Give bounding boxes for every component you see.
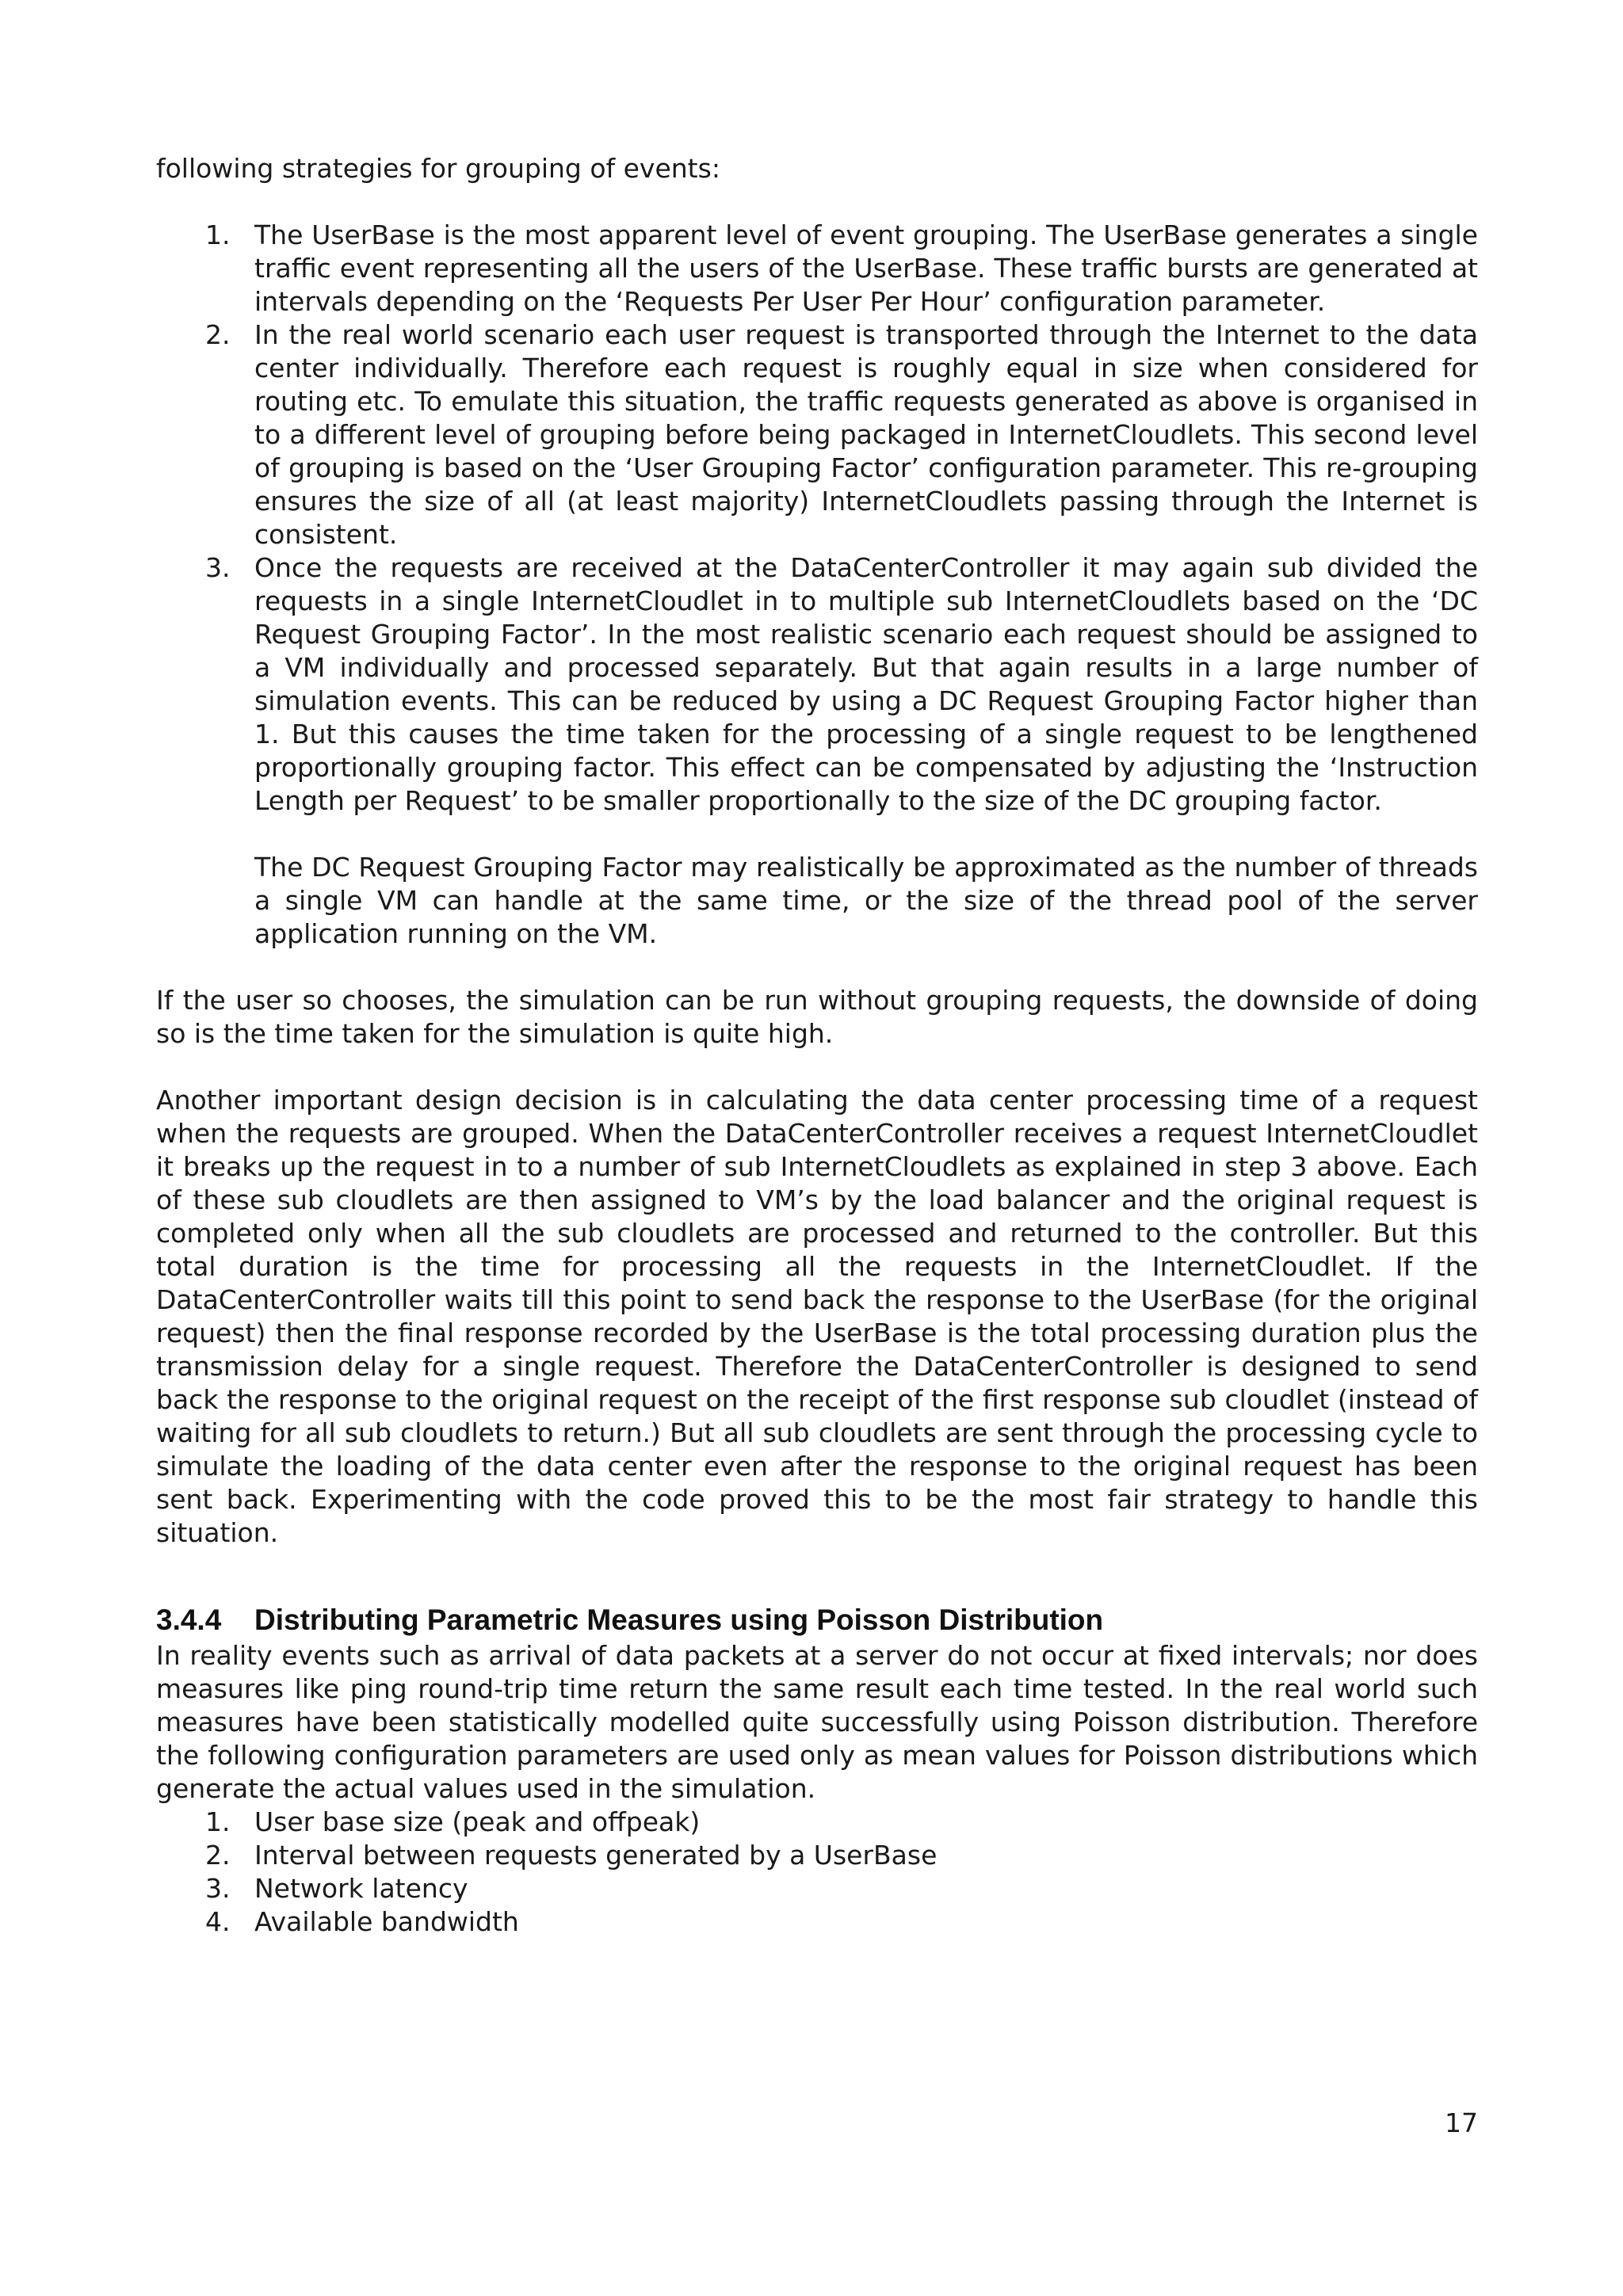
section-title: Distributing Parametric Measures using Poisson Distribution [254,1604,1104,1636]
list-item-number: 1. [205,1806,231,1837]
list-item [156,219,1478,318]
list-item-text: Network latency [254,1873,468,1904]
grouping-strategies-list [156,219,1478,951]
list-item-subparagraph: The DC Request Grouping Factor may realistically be approximated as the number of threads a single VM can handle at the same time, or the size of the thread pool of the server application running on the VM. [254,852,1478,949]
list-item-text: The UserBase is the most apparent level of event grouping. The UserBase generates a single traffic event representing all the users of the UserBase. These traffic bursts are generated at intervals depending on the ‘Requests Per User Per Hour’ configuration parameter. [254,219,1478,317]
list-item-text: User base size (peak and offpeak) [254,1806,701,1837]
poisson-parameters-list [156,1806,1478,1939]
list-item-number: 3. [205,552,231,583]
list-item [156,1872,1478,1905]
list-item-text: In the real world scenario each user request is transported through the Internet to the data center individually. Therefore each request is roughly equal in size when considered for routing etc. To emulate this situation, the traffic requests generated as above is organised in to a different level of grouping before being packaged in InternetCloudlets. This second level of grouping is based on the ‘User Grouping Factor’ configuration parameter. This re-grouping ensures the size of all (at least majority) InternetCloudlets passing through the Internet is consistent. [254,319,1478,550]
page-number: 17 [1445,2107,1478,2138]
list-item-text: Interval between requests generated by a UserBase [254,1840,938,1871]
list-item [156,1839,1478,1872]
list-item [156,318,1478,551]
list-item-number: 3. [205,1873,231,1904]
list-item-number: 1. [205,219,231,250]
list-item-number: 4. [205,1906,231,1937]
list-item-text: Available bandwidth [254,1906,519,1937]
list-item-number: 2. [205,319,231,350]
list-item [156,1806,1478,1839]
design-decision-paragraph: Another important design decision is in calculating the data center processing time of a request when the requests are grouped. When the DataCenterController receives a request InternetCloudlet it breaks up the request in to a number of sub InternetCloudlets as explained in step 3 above. Each of these sub cloudlets are then assigned to VM’s by the load balancer and the original request is completed only when all the sub cloudlets are processed and returned to the controller. But this total duration is the time for processing all the requests in the InternetCloudlet. If the DataCenterController waits till this point to send back the response to the UserBase (for the original request) then the final response recorded by the UserBase is the total processing duration plus the transmission delay for a single request. Therefore the DataCenterController is designed to send back the response to the original request on the receipt of the first response sub cloudlet (instead of waiting for all sub cloudlets to return.) But all sub cloudlets are sent through the processing cycle to simulate the loading of the data center even after the response to the original request has been sent back. Experimenting with the code proved this to be the most fair strategy to handle this situation. [156,1085,1478,1548]
intro-text: following strategies for grouping of events: [156,153,720,184]
section-number: 3.4.4 [156,1604,222,1636]
list-item-text: Once the requests are received at the DataCenterController it may again sub divided the requests in a single InternetCloudlet in to multiple sub InternetCloudlets based on the ‘DC Request Grouping Factor’. In the most realistic scenario each request should be assigned to a VM individually and processed separately. But that again results in a large number of simulation events. This can be reduced by using a DC Request Grouping Factor higher than 1. But this causes the time taken for the processing of a single request to be lengthened proportionally grouping factor. This effect can be compensated by adjusting the ‘Instruction Length per Request’ to be smaller proportionally to the size of the DC grouping factor. [254,552,1478,816]
section-heading [156,1603,1478,1638]
no-grouping-paragraph: If the user so chooses, the simulation can be run without grouping requests, the downside of doing so is the time taken for the simulation is quite high. [156,985,1478,1049]
document-page [156,152,1478,1939]
section-paragraph: In reality events such as arrival of data packets at a server do not occur at fixed intervals; nor does measures like ping round-trip time return the same result each time tested. In the real world such measures have been statistically modelled quite successfully using Poisson distribution. Therefore the following configuration parameters are used only as mean values for Poisson distributions which generate the actual values used in the simulation. [156,1640,1478,1804]
list-item-number: 2. [205,1840,231,1871]
list-item [156,1905,1478,1939]
list-item [156,551,1478,951]
